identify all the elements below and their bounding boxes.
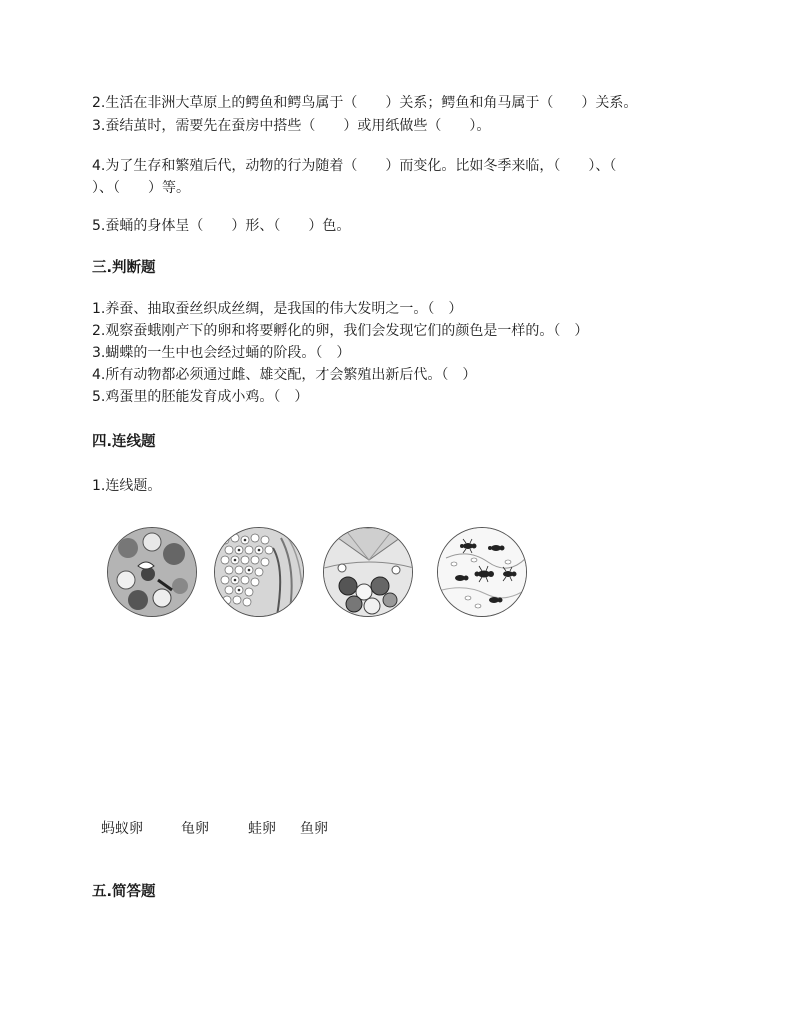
question-4-line-2: ）、（ ）等。 xyxy=(92,180,190,196)
frog-eggs-drawing xyxy=(215,528,304,617)
label-turtle-eggs: 龟卵 xyxy=(181,821,209,837)
ant-eggs-drawing xyxy=(438,528,527,617)
question-5: 5.蚕蛹的身体呈（ ）形、（ ）色。 xyxy=(92,218,351,234)
section-4-title: 四.连线题 xyxy=(92,434,156,450)
section-3-title: 三.判断题 xyxy=(92,260,156,276)
label-ant-eggs: 蚂蚁卵 xyxy=(101,821,143,837)
question-2: 2.生活在非洲大草原上的鳄鱼和鳄鸟属于（ ）关系；鳄鱼和角马属于（ ）关系。 xyxy=(92,95,638,111)
judge-item-5: 5.鸡蛋里的胚能发育成小鸡。（ ） xyxy=(92,389,309,405)
fish-eggs-drawing xyxy=(108,528,197,617)
question-4-line-1: 4.为了生存和繁殖后代，动物的行为随着（ ）而变化。比如冬季来临，（ ）、（ xyxy=(92,158,617,174)
judge-item-4: 4.所有动物都必须通过雌、雄交配，才会繁殖出新后代。（ ） xyxy=(92,367,477,383)
turtle-eggs-drawing xyxy=(324,528,413,617)
label-frog-eggs: 蛙卵 xyxy=(248,821,276,837)
fish-eggs-image xyxy=(107,527,197,617)
frog-eggs-image xyxy=(214,527,304,617)
question-3: 3.蚕结茧时，需要先在蚕房中搭些（ ）或用纸做些（ ）。 xyxy=(92,118,491,134)
turtle-eggs-image xyxy=(323,527,413,617)
judge-item-3: 3.蝴蝶的一生中也会经过蛹的阶段。（ ） xyxy=(92,345,351,361)
ant-eggs-image xyxy=(437,527,527,617)
judge-item-2: 2.观察蚕蛾刚产下的卵和将要孵化的卵，我们会发现它们的颜色是一样的。（ ） xyxy=(92,323,589,339)
judge-item-1: 1.养蚕、抽取蚕丝织成丝绸，是我国的伟大发明之一。（ ） xyxy=(92,301,463,317)
section-5-title: 五.简答题 xyxy=(92,884,156,900)
label-fish-eggs: 鱼卵 xyxy=(300,821,328,837)
matching-question-1: 1.连线题。 xyxy=(92,478,162,494)
